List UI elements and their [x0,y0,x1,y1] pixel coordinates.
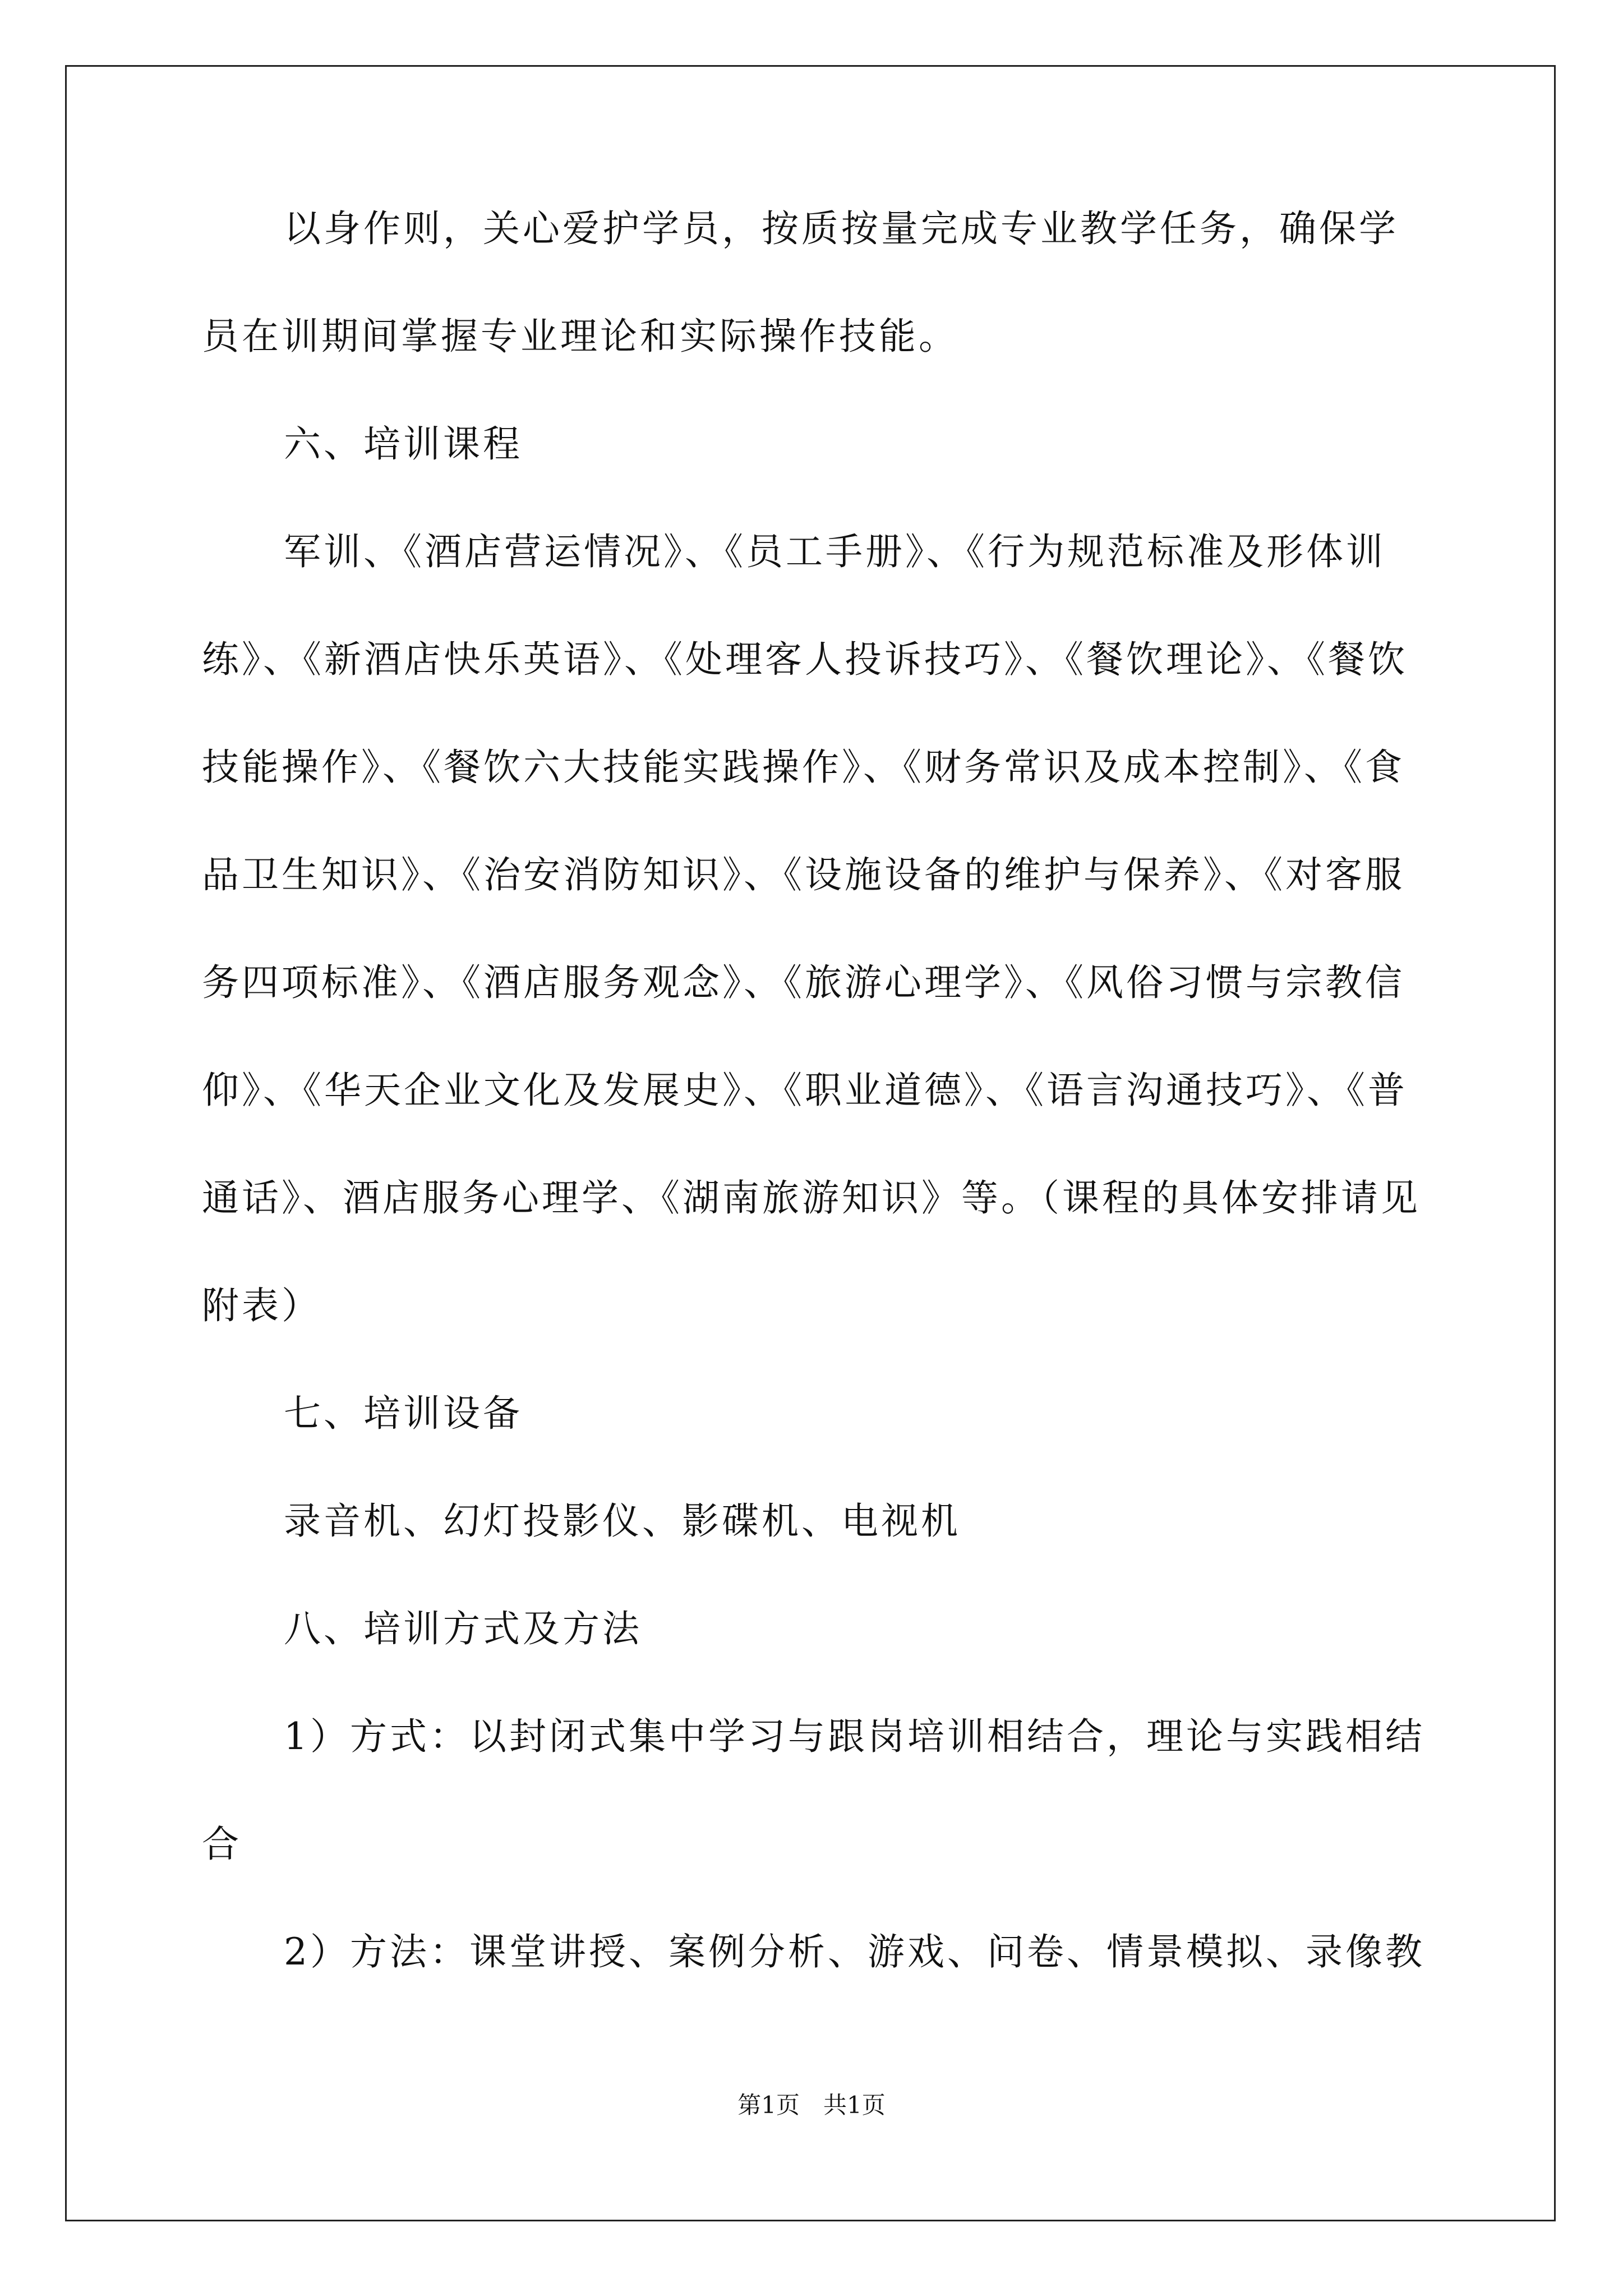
section-heading: 六、培训课程 [284,422,523,466]
paragraph-line: 附表） [202,1284,321,1327]
paragraph-line: 2）方法：课堂讲授、案例分析、游戏、问卷、情景模拟、录像教 [284,1930,1425,1973]
paragraph-line: 务四项标准》、《酒店服务观念》、《旅游心理学》、《风俗习惯与宗教信 [202,961,1405,1004]
section-heading: 七、培训设备 [284,1392,523,1435]
page-number-footer: 第1页 共1页 [737,2091,886,2119]
paragraph-line: 练》、《新酒店快乐英语》、《处理客人投诉技巧》、《餐饮理论》、《餐饮 [202,638,1408,681]
paragraph-line: 员在训期间掌握专业理论和实际操作技能。 [202,315,958,358]
paragraph-line: 军训、《酒店营运情况》、《员工手册》、《行为规范标准及形体训 [284,530,1386,573]
paragraph-line: 合 [202,1823,242,1866]
paragraph-line: 通话》、酒店服务心理学、《湖南旅游知识》等。（课程的具体安排请见 [202,1176,1421,1220]
paragraph-line: 1）方式：以封闭式集中学习与跟岗培训相结合，理论与实践相结 [284,1715,1425,1758]
paragraph-line: 技能操作》、《餐饮六大技能实践操作》、《财务常识及成本控制》、《食 [202,746,1405,789]
page-border [65,65,1556,2221]
paragraph-line: 品卫生知识》、《治安消防知识》、《设施设备的维护与保养》、《对客服 [202,853,1405,896]
section-heading: 八、培训方式及方法 [284,1607,642,1650]
paragraph-line: 以身作则，关心爱护学员，按质按量完成专业教学任务，确保学 [284,207,1399,250]
paragraph-line: 仰》、《华天企业文化及发展史》、《职业道德》、《语言沟通技巧》、《普 [202,1069,1408,1112]
paragraph-line: 录音机、幻灯投影仪、影碟机、电视机 [284,1499,961,1543]
